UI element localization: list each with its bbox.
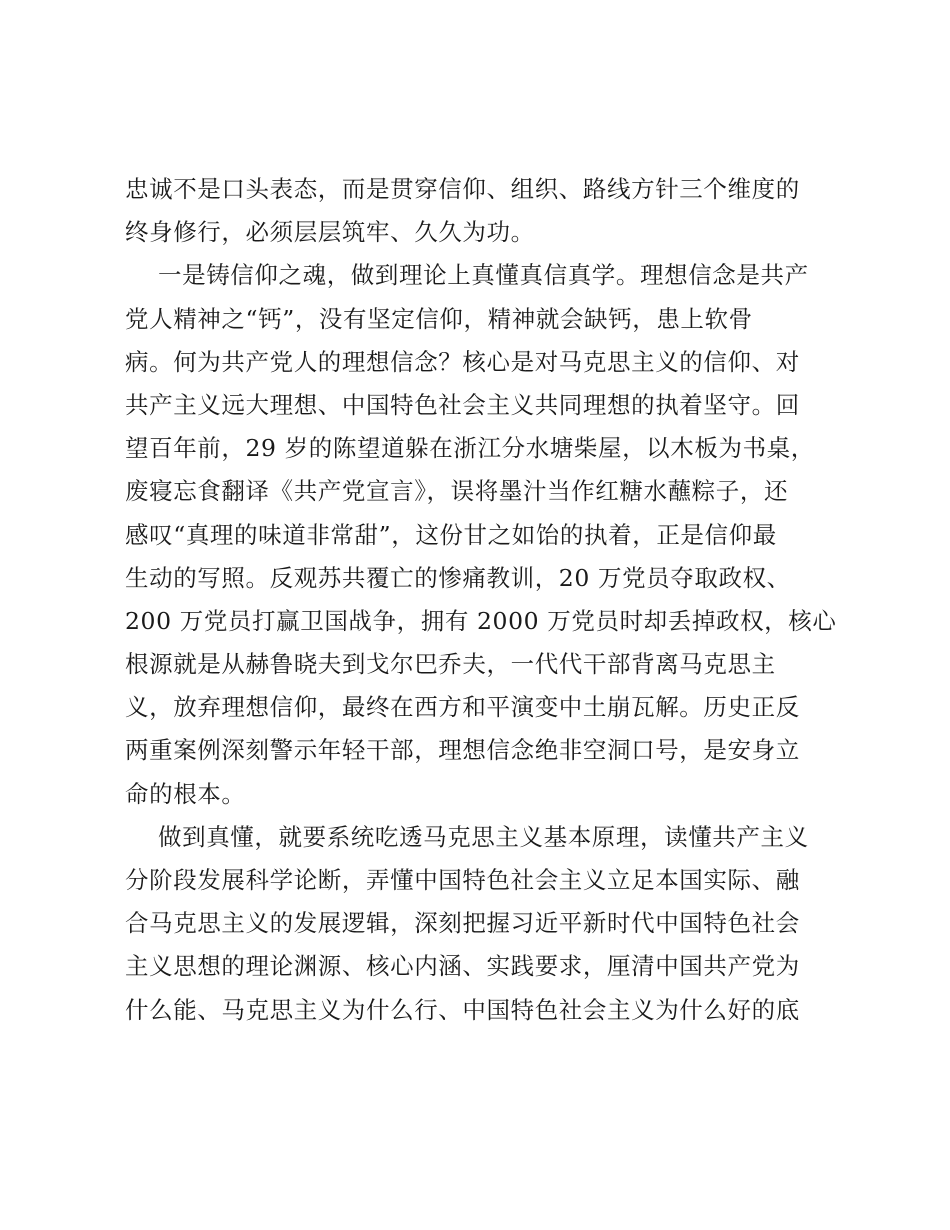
text-line: 两重案例深刻警示年轻干部，理想信念绝非空洞口号，是安身立	[125, 736, 800, 765]
text-line: 根源就是从赫鲁晓夫到戈尔巴乔夫，一代代干部背离马克思主	[125, 650, 776, 679]
text-line: 生动的写照。反观苏共覆亡的惨痛教训，20 万党员夺取政权、	[125, 563, 791, 592]
text-line: 分阶段发展科学论断，弄懂中国特色社会主义立足本国实际、融	[125, 866, 800, 894]
text-line: 合马克思主义的发展逻辑，深刻把握习近平新时代中国特色社会	[125, 909, 800, 938]
paragraph-first-line: 做到真懂，就要系统吃透马克思主义基本原理，读懂共产主义	[158, 822, 809, 851]
text-line: 废寝忘食翻译《共产党宣言》，误将墨汁当作红糖水蘸粽子，还	[125, 477, 789, 506]
text-line: 望百年前，29 岁的陈望道躲在浙江分水塘柴屋，以木板为书桌，	[125, 434, 815, 463]
text-line: 命的根本。	[125, 779, 246, 808]
paragraph-first-line: 一是铸信仰之魂，做到理论上真懂真信真学。理想信念是共产	[158, 261, 809, 290]
text-line: 主义思想的理论渊源、核心内涵、实践要求，厘清中国共产党为	[125, 952, 800, 981]
text-line: 党人精神之“钙”，没有坚定信仰，精神就会缺钙，患上软骨	[125, 304, 753, 333]
text-line: 病。何为共产党人的理想信念？核心是对马克思主义的信仰、对	[125, 347, 800, 376]
body-text	[125, 168, 837, 1032]
text-line: 200 万党员打赢卫国战争，拥有 2000 万党员时却丢掉政权，核心	[125, 606, 837, 635]
text-line: 感叹“真理的味道非常甜”，这份甘之如饴的执着，正是信仰最	[125, 520, 777, 549]
text-line: 义，放弃理想信仰，最终在西方和平演变中土崩瓦解。历史正反	[125, 693, 800, 722]
text-line: 忠诚不是口头表态，而是贯穿信仰、组织、路线方针三个维度的	[125, 175, 800, 203]
text-line: 什么能、马克思主义为什么行、中国特色社会主义为什么好的底	[125, 995, 800, 1024]
text-line: 终身修行，必须层层筑牢、久久为功。	[125, 218, 535, 247]
text-line: 共产主义远大理想、中国特色社会主义共同理想的执着坚守。回	[125, 390, 800, 419]
